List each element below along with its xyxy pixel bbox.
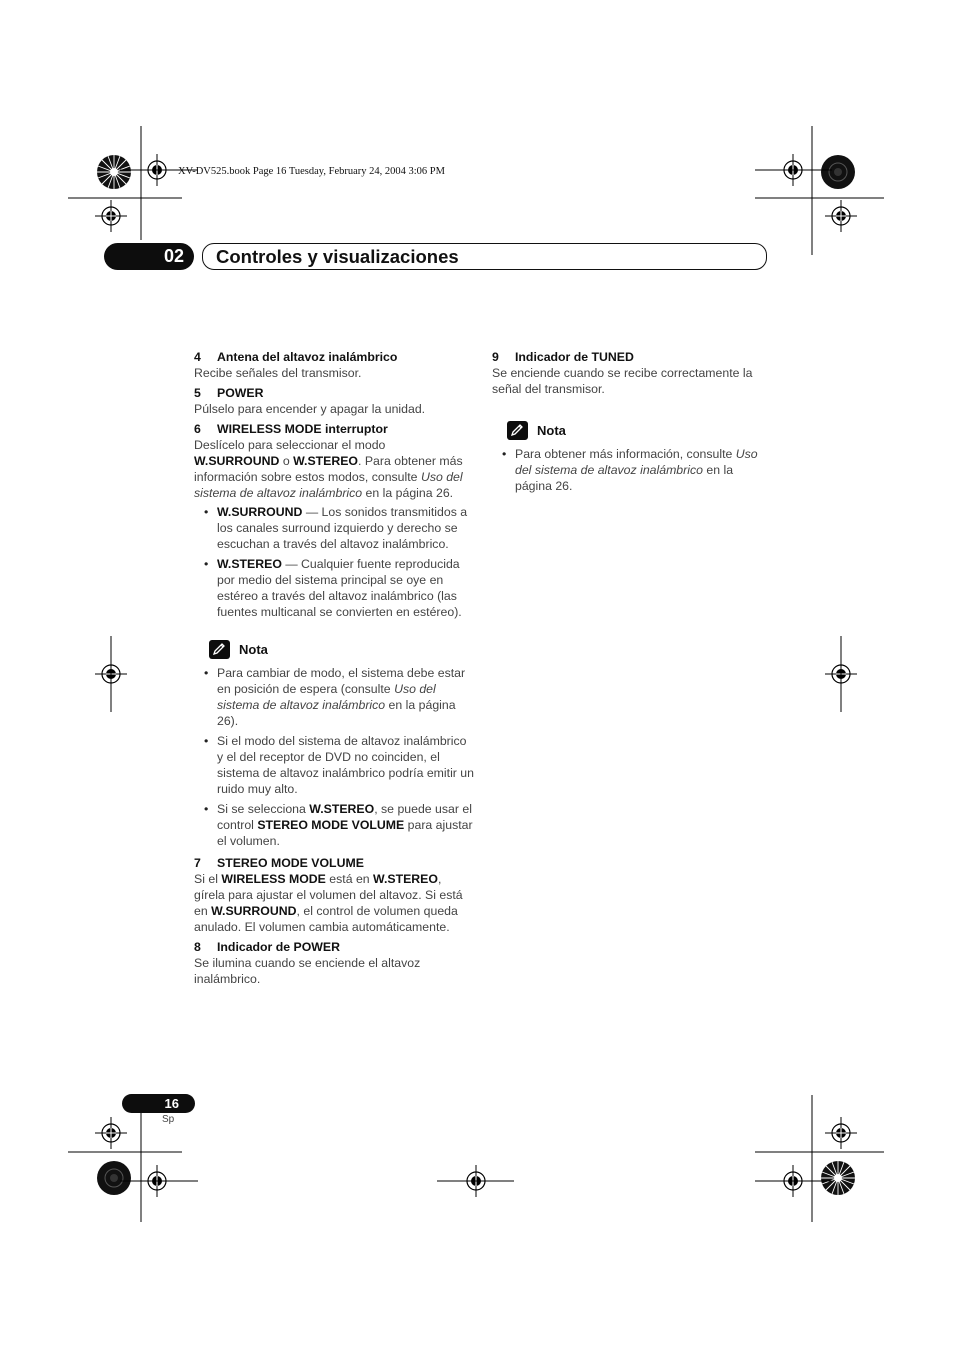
section-5-body: Púlselo para encender y apagar la unidad. [194,402,426,416]
note-list [194,665,474,849]
pencil-icon [209,640,230,659]
list-item: • Para cambiar de modo, el sistema debe estar en posición de espera (consulte Uso del sistema de altavoz inalámbrico en la página 26). [194,665,474,729]
section-9-body: Se enciende cuando se recibe correctamente la señal del transmisor. [492,366,753,396]
section-5-heading: 5 POWER [194,386,264,400]
list-item: • W.SURROUND — Los sonidos transmitidos a los canales surround izquierdo y derecho se escuchan a través del altavoz inalámbrico. [194,504,474,552]
section-6-list [194,504,474,620]
section-4-heading: 4 Antena del altavoz inalámbrico [194,350,398,364]
chapter-number: 02 [104,243,194,270]
chapter-title [202,243,767,270]
note-heading [209,640,474,659]
note-list [492,446,770,494]
right-column [492,345,770,498]
note-label: Nota [537,422,566,438]
list-item: • Para obtener más información, consulte Uso del sistema de altavoz inalámbrico en la página 26. [492,446,770,494]
section-8-heading: 8 Indicador de POWER [194,940,340,954]
section-6-heading: 6 WIRELESS MODE interruptor [194,422,388,436]
section-8-body: Se ilumina cuando se enciende el altavoz inalámbrico. [194,956,421,986]
list-item: • Si se selecciona W.STEREO, se puede usar el control STEREO MODE VOLUME para ajustar el volumen. [194,801,474,849]
section-7-heading: 7 STEREO MODE VOLUME [194,856,364,870]
section-6-body: Deslícelo para seleccionar el modo W.SURROUND o W.STEREO. Para obtener más información sobre estos modos, consulte Uso del sistema de altavoz inalámbrico en la página 26. [194,438,463,500]
note-label: Nota [239,641,268,657]
print-info-line: XV-DV525.book Page 16 Tuesday, February 24, 2004 3:06 PM [178,166,445,177]
chapter-title-text: Controles y visualizaciones [216,245,459,267]
page-number: 16 [122,1094,195,1113]
note-heading [507,421,770,440]
list-item: • Si el modo del sistema de altavoz inalámbrico y el del receptor de DVD no coinciden, el sistema de altavoz inalámbrico podría emitir un ruido muy alto. [194,733,474,797]
section-4-body: Recibe señales del transmisor. [194,366,362,380]
language-code: Sp [162,1114,175,1125]
list-item: • W.STEREO — Cualquier fuente reproducida por medio del sistema principal se oye en estéreo a través del altavoz inalámbrico (las fuentes multicanal se convierten en estéreo). [194,556,474,620]
section-9-heading: 9 Indicador de TUNED [492,350,634,364]
left-column [194,345,474,987]
pencil-icon [507,421,528,440]
section-7-body: Si el WIRELESS MODE está en W.STEREO, gírela para ajustar el volumen del altavoz. Si está en W.SURROUND, el control de volumen queda anulado. El volumen cambia automáticamente. [194,872,463,934]
